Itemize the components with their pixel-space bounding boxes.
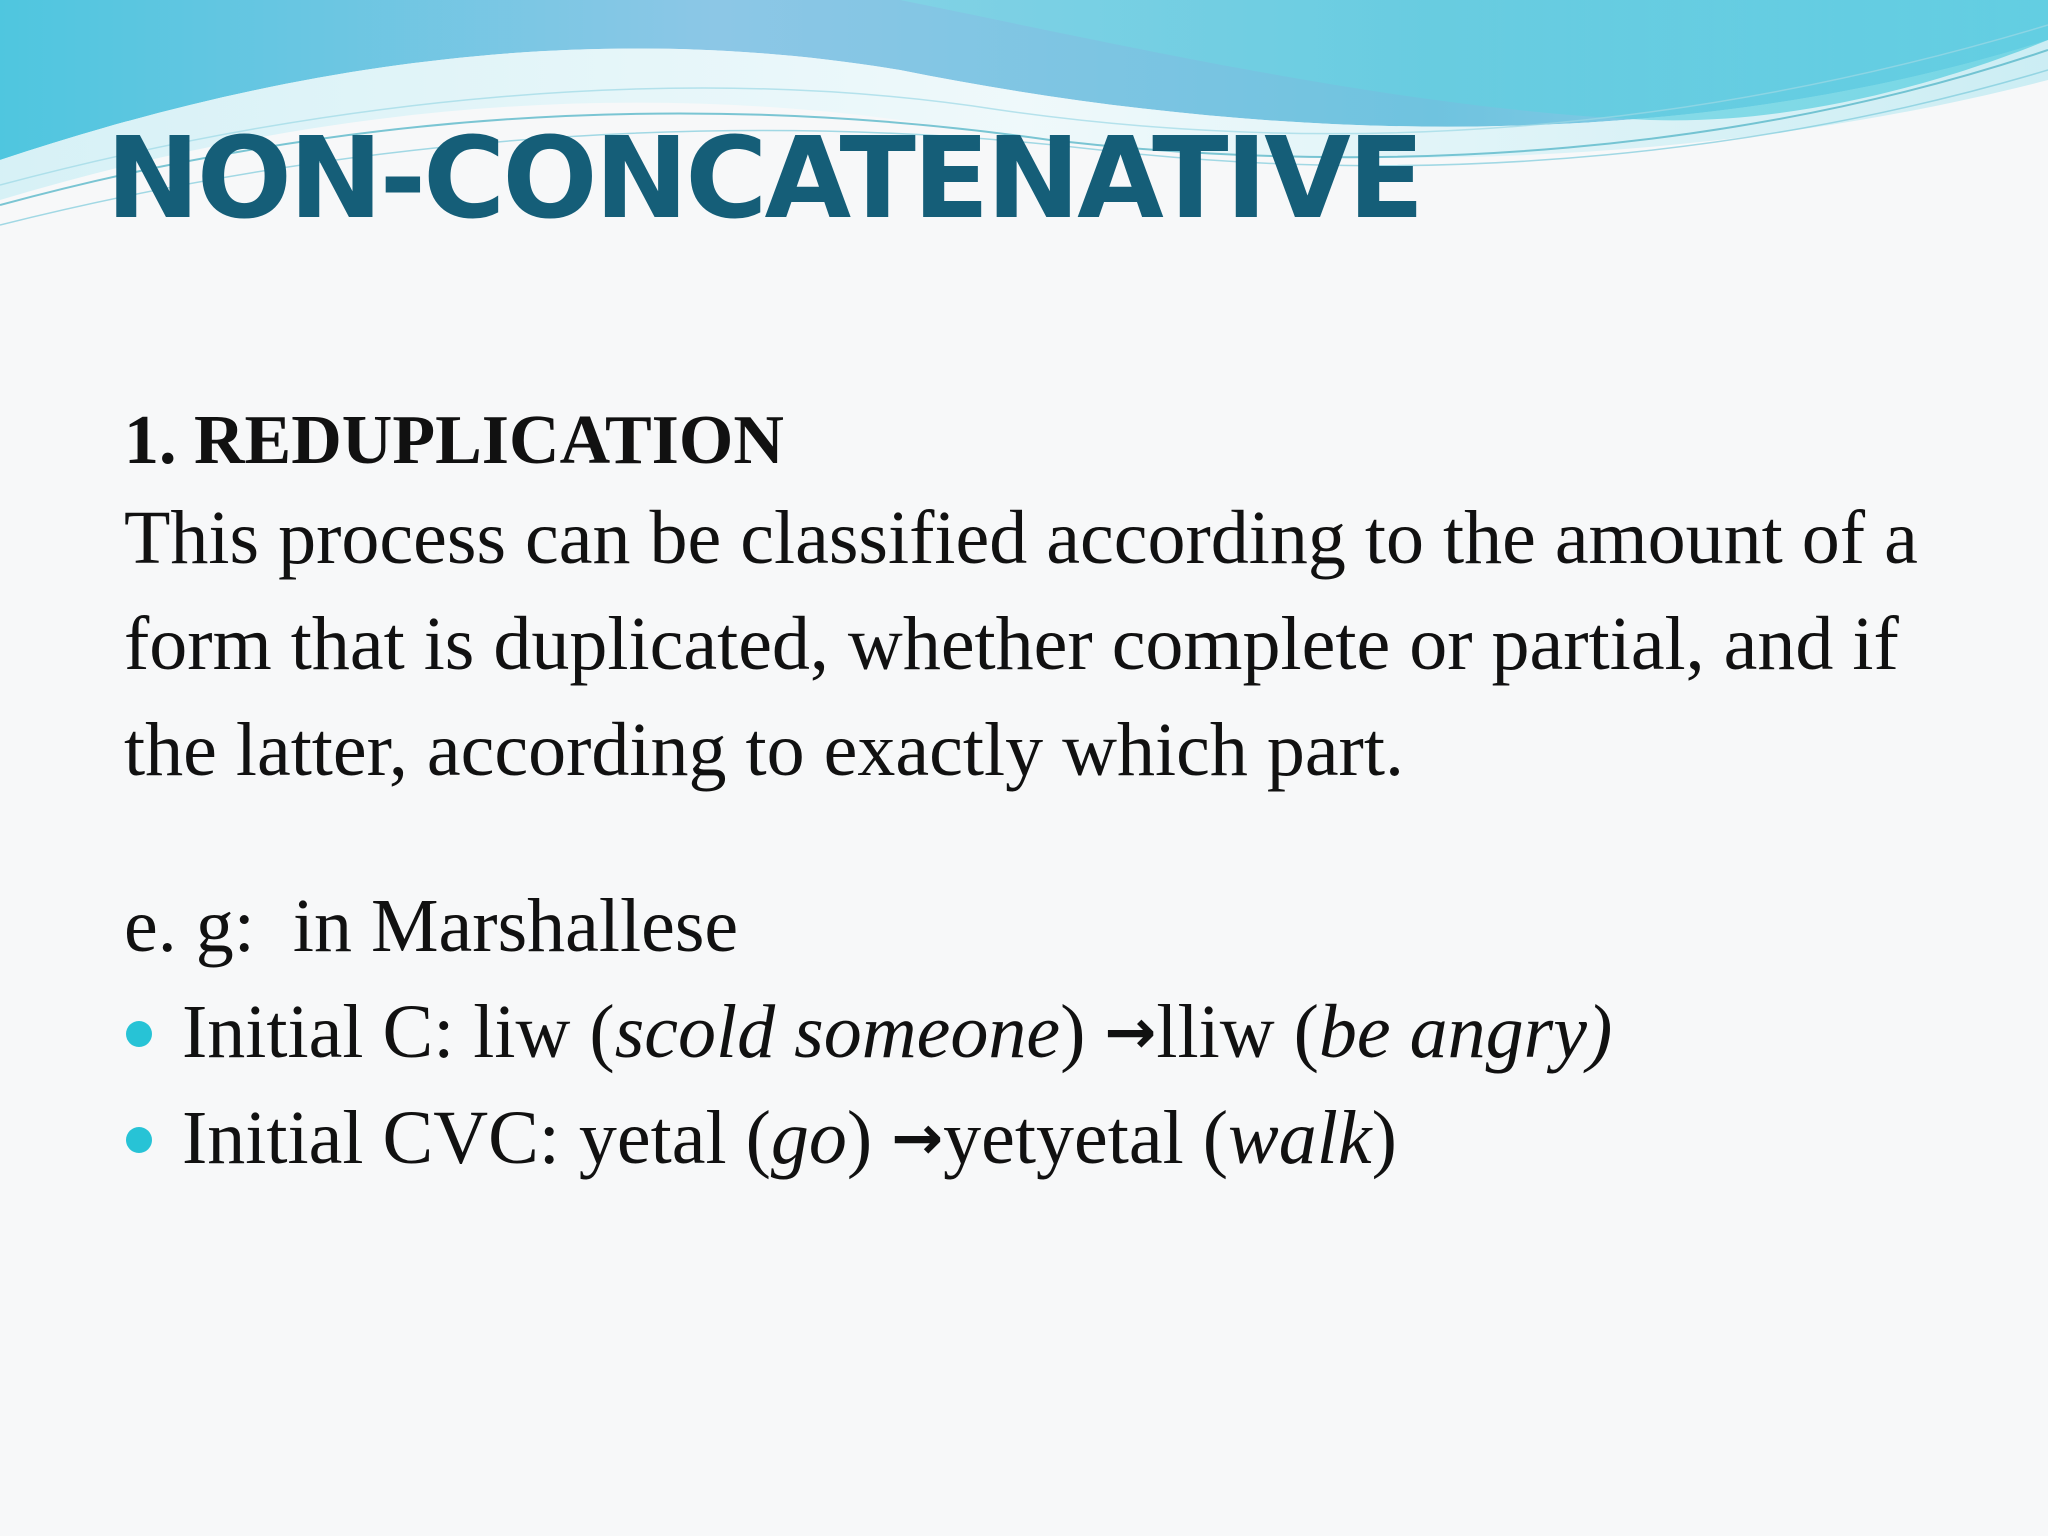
example-intro: e. g: in Marshallese [124,884,739,968]
slide-body [124,402,1924,1191]
example-item-initial-c [120,979,1924,1085]
example-gloss-target: be angry) [1318,990,1613,1074]
example-gloss-source: go [770,1096,847,1180]
example-label: Initial CVC: yetal ( [182,1096,771,1180]
right-arrow-icon: → [1104,995,1157,1068]
example-gloss-source: scold someone [614,990,1061,1074]
section-heading [124,402,1924,479]
right-arrow-icon: → [891,1101,944,1174]
example-label: Initial C: liw ( [182,990,615,1074]
example-target: yetyetal ( [943,1096,1229,1180]
example-mid: ) [846,1096,892,1180]
example-item-initial-cvc [120,1085,1924,1191]
example-list [124,979,1924,1191]
section-number: 1. [124,402,177,479]
section-heading-text: REDUPLICATION [194,402,784,479]
example-end: ) [1371,1096,1397,1180]
example-target: lliw ( [1156,990,1319,1074]
body-paragraph: This process can be classified according to the amount of a form that is duplicated, whether complete or partial, and if the latter, according to exactly which part. [124,496,1918,792]
bullet-dot-icon [126,1127,152,1153]
example-gloss-target: walk [1228,1096,1372,1180]
slide-title: NON-CONCATENATIVE [106,114,1422,244]
example-mid: ) [1060,990,1105,1074]
bullet-dot-icon [126,1021,152,1047]
